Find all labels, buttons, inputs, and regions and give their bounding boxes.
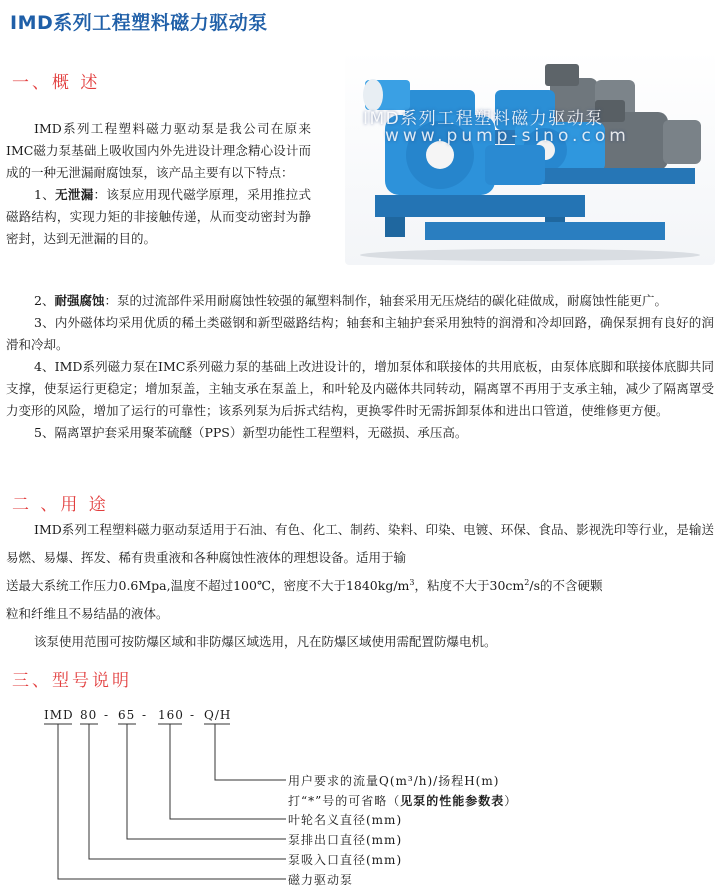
legend-note [288,792,517,809]
code-dash-1: - [104,708,110,722]
usage-paragraph-1a: IMD系列工程塑料磁力驱动泵适用于石油、有色、化工、制药、染料、印染、电镀、环保、食品、影视洗印等行业，是输送易燃、易爆、挥发、稀有贵重液和各种腐蚀性液体的理想设备。适用于输 [6,522,714,565]
feature-3: 3、内外磁体均采用优质的稀土类磁钢和新型磁路结构；轴套和主轴护套采用独特的润滑和冷却回路，确保泵拥有良好的润滑和冷却。 [6,315,714,352]
legend-flow-head: 用户要求的流量Q(m³/h)/扬程H(m) [288,774,500,788]
code-impeller: 160 [158,708,184,722]
image-watermark-title: IMD系列工程塑料磁力驱动泵 [363,109,604,129]
legend-note-b: ） [504,794,518,808]
feature-5: 5、隔离罩护套采用聚苯硫醚（PPS）新型功能性工程塑料，无磁损、承压高。 [34,425,468,440]
feature-1-title: 无泄漏 [55,187,94,202]
feature-2-title: 耐强腐蚀 [54,293,105,308]
usage-specs-sup-1: 3 [409,577,415,587]
code-dash-3: - [190,708,196,722]
legend-drive: 磁力驱动泵 [288,873,354,887]
code-dash-2: - [142,708,148,722]
section-heading-usage: 二 、用 途 [12,495,109,515]
usage-specs-c: /s的不含硬颗 [529,578,603,593]
feature-4: 4、IMD系列磁力泵在IMC系列磁力泵的基础上改进设计的，增加泵体和联接体的共用底板，由泵体底脚和联接体底脚共同支撑，使泵运行更稳定；增加泵盖，主轴支承在泵盖上，和叶轮及内磁体共同转动，隔离罩不再用于支承主轴，减少了隔离罩受力变形的风险，增加了运行的可靠性；该系列泵为后拆式结构，更换零件时无需拆卸泵体和进出口管道，使维修更方便。 [6,359,714,418]
feature-1-text: ：该泵应用现代磁学原理，采用推拉式磁路结构，实现力矩的非接触传递，从而变动密封为静密封，达到无泄漏的目的。 [6,187,311,246]
usage-paragraph-1c: 粒和纤维且不易结晶的液体。 [6,606,169,621]
feature-1-number: 1、 [34,187,56,202]
page-title: IMD系列工程塑料磁力驱动泵 [10,12,268,34]
usage-paragraph-2: 该泵使用范围可按防爆区域和非防爆区域选用，凡在防爆区域使用需配置防爆电机。 [34,634,497,649]
usage-specs-sup-2: 2 [524,577,530,587]
section-heading-model: 三、型号说明 [12,671,132,691]
intro-paragraph: IMD系列工程塑料磁力驱动泵是我公司在原来IMC磁力泵基础上吸收国内外先进设计理念精心设计而成的一种无泄漏耐腐蚀泵，该产品主要有以下特点： [6,121,311,180]
image-watermark-url: www.pump-sino.com [385,126,630,146]
code-series: IMD [44,708,74,722]
feature-2-number: 2、 [34,293,55,308]
code-inlet: 80 [80,708,98,722]
code-outlet: 65 [118,708,136,722]
legend-impeller: 叶轮名义直径(mm) [288,813,403,827]
legend-outlet: 泵排出口直径(mm) [288,833,403,847]
section-heading-overview: 一、概 述 [12,73,101,93]
feature-2-text: ：泵的过流部件采用耐腐蚀性较强的氟塑料制作，轴套采用无压烧结的碳化硅做成，耐腐蚀性能更广。 [104,293,667,308]
legend-note-bold: 见泵的性能参数表 [400,794,505,808]
legend-inlet: 泵吸入口直径(mm) [288,853,403,867]
usage-specs-b: ，粘度不大于30cm [414,578,525,593]
legend-note-a: 打“*”号的可省略（ [288,794,401,808]
code-flow-head: Q/H [204,708,232,722]
usage-specs-a: 送最大系统工作压力0.6Mpa,温度不超过100℃，密度不大于1840kg/m [6,578,410,593]
